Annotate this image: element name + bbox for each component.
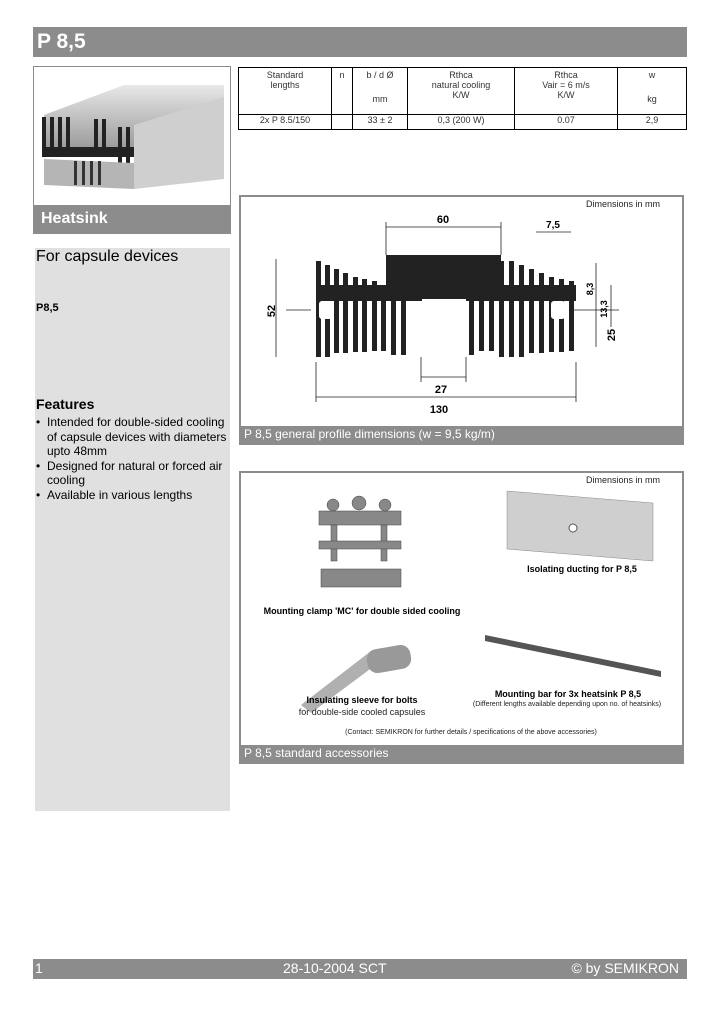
cell-bd: 33 ± 2: [353, 115, 408, 130]
header-weight: w kg: [618, 68, 687, 115]
cell-n: [332, 115, 353, 130]
dim-slot: 8,3: [585, 282, 595, 296]
product-code: P8,5: [36, 302, 59, 314]
title-bar: [33, 27, 687, 57]
feature-item: • Available in various lengths: [36, 488, 231, 503]
dim-base-gap: 27: [434, 384, 448, 396]
features-list: [36, 415, 231, 502]
dim-total-width: 130: [429, 404, 449, 416]
feature-item: • Intended for double-sided cooling of capsule devices with diameters upto 48mm: [36, 415, 231, 459]
category-bar: [33, 205, 231, 234]
header-n: n: [332, 68, 353, 115]
spec-table: [238, 67, 687, 130]
accessories-panel: [239, 471, 684, 764]
dim-lower-height: 25: [606, 328, 618, 342]
cell-length: 2x P 8.5/150: [239, 115, 332, 130]
dim-height: 52: [266, 304, 278, 318]
bar-note: (Different lengths available depending upon no. of heatsinks): [472, 701, 662, 708]
side-panel: [35, 248, 230, 811]
dimensions-note: Dimensions in mm: [585, 475, 660, 485]
sleeve-label: Insulating sleeve for bolts: [306, 695, 418, 705]
clamp-label: Mounting clamp 'MC' for double sided cooling: [263, 606, 461, 616]
dim-slot2: 13,3: [599, 300, 609, 318]
cell-weight: 2,9: [618, 115, 687, 130]
profile-caption: P 8,5 general profile dimensions (w = 9,5 kg/m): [241, 426, 682, 443]
copyright: © by SEMIKRON: [571, 960, 679, 976]
profile-panel: [239, 195, 684, 445]
category-label: Heatsink: [41, 210, 108, 227]
header-rth-forced: Rthca Vair = 6 m/s K/W: [515, 68, 618, 115]
profile-drawing: [241, 197, 682, 426]
accessories-drawing: [241, 473, 682, 713]
page-number: 1: [35, 960, 43, 976]
footer-date: 28-10-2004 SCT: [283, 960, 387, 976]
header-rth-natural: Rthca natural cooling K/W: [408, 68, 515, 115]
bar-label: Mounting bar for 3x heatsink P 8,5: [494, 689, 642, 699]
footer-bar: [33, 959, 687, 979]
features-heading: Features: [36, 396, 95, 412]
product-subtitle: For capsule devices: [36, 248, 179, 265]
ducting-label: Isolating ducting for P 8,5: [527, 564, 637, 574]
accessories-caption: P 8,5 standard accessories: [241, 745, 682, 762]
feature-item: • Designed for natural or forced air cooling: [36, 459, 231, 488]
table-row: [239, 115, 687, 130]
cell-rth-natural: 0,3 (200 W): [408, 115, 515, 130]
sleeve-sublabel: for double-side cooled capsules: [298, 707, 426, 717]
cell-rth-forced: 0.07: [515, 115, 618, 130]
contact-note: (Contact: SEMIKRON for further details / specifications of the above accessories): [345, 729, 597, 736]
page-title: P 8,5: [37, 30, 86, 53]
heatsink-image: [34, 67, 230, 205]
header-bd: b / d Ø mm: [353, 68, 408, 115]
header-lengths: Standard lengths: [239, 68, 332, 115]
dimensions-note: Dimensions in mm: [585, 199, 660, 209]
dim-top-width: 60: [436, 214, 450, 226]
dim-fin-pitch: 7,5: [546, 220, 560, 231]
